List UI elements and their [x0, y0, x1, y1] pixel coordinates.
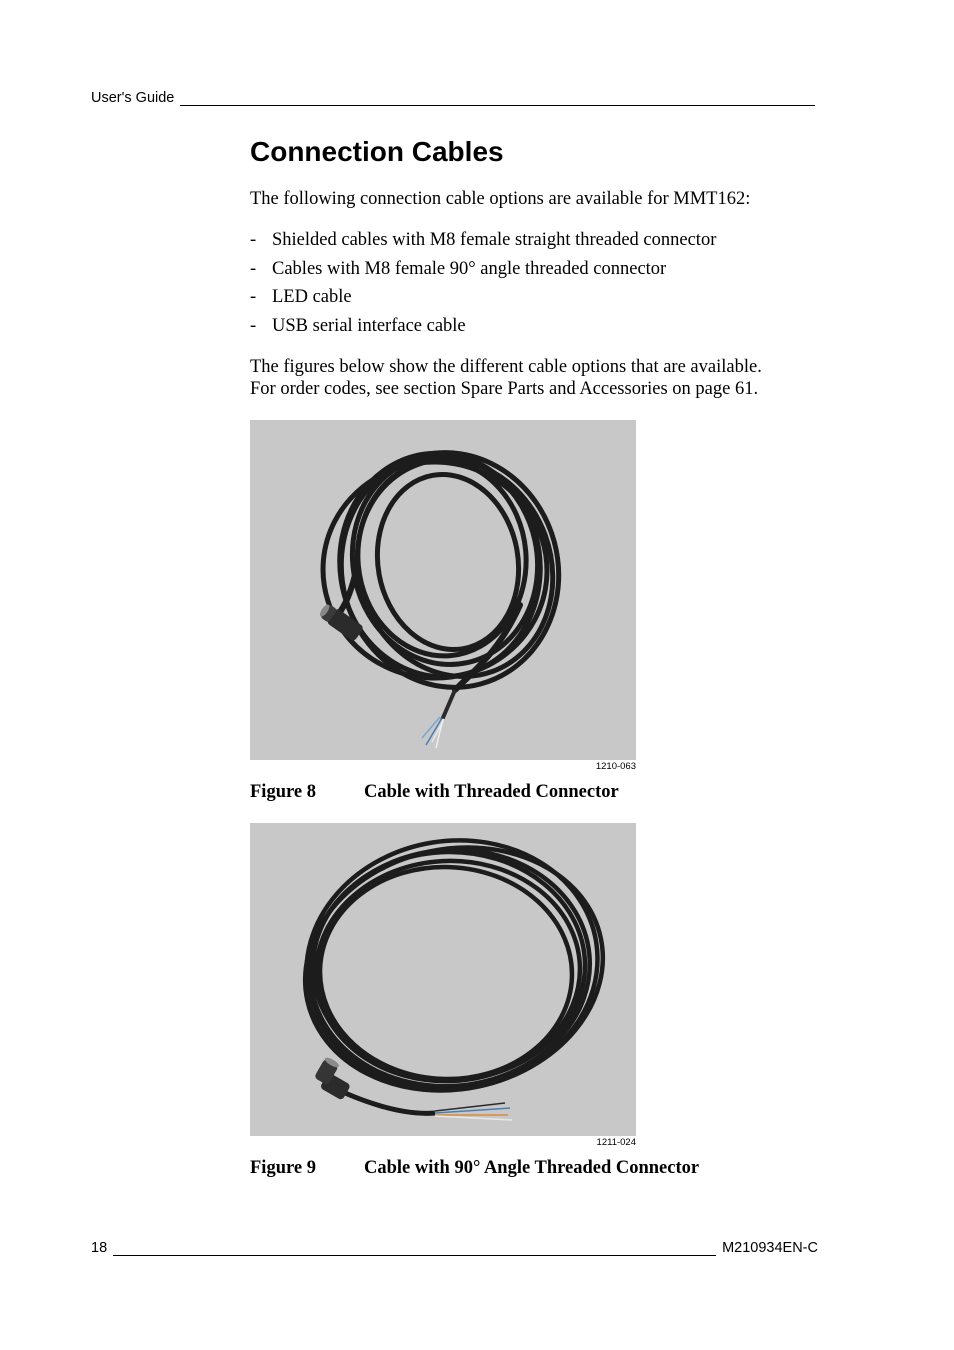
figure-9-photo	[250, 823, 636, 1136]
figures-paragraph	[250, 356, 762, 400]
figure-9-title: Cable with 90° Angle Threaded Connector	[364, 1158, 700, 1178]
list-item: - LED cable	[250, 287, 352, 308]
list-item: - USB serial interface cable	[250, 316, 466, 337]
figure-8-code: 1210-063	[595, 761, 636, 772]
footer-rule	[113, 1241, 716, 1256]
page-footer	[91, 1240, 818, 1256]
coiled-cable-straight-connector-image	[250, 420, 636, 760]
figure-9-number: Figure 9	[250, 1158, 316, 1178]
figures-paragraph-line-1: The figures below show the different cable options that are available.	[250, 357, 762, 377]
header-title: User's Guide	[91, 90, 175, 106]
intro-paragraph: The following connection cable options are available for MMT162:	[250, 189, 751, 209]
cable-options-list	[250, 230, 716, 345]
figures-paragraph-line-2: For order codes, see section Spare Parts and Accessories on page 61.	[250, 379, 759, 399]
header-rule	[180, 91, 815, 106]
list-item: - Cables with M8 female 90° angle threaded connector	[250, 258, 667, 279]
figure-8-number: Figure 8	[250, 782, 316, 802]
figure-9-code: 1211-024	[596, 1137, 636, 1148]
document-code: M210934EN-C	[722, 1240, 818, 1256]
figure-8-title: Cable with Threaded Connector	[364, 782, 619, 802]
figure-8-photo	[250, 420, 636, 760]
figure-8-caption	[250, 782, 619, 803]
figure-9-caption	[250, 1158, 699, 1179]
page-header	[91, 90, 815, 106]
section-title: Connection Cables	[250, 136, 504, 167]
page-number: 18	[91, 1240, 108, 1256]
list-item: - Shielded cables with M8 female straight threaded connector	[250, 230, 717, 250]
coiled-cable-angle-connector-image	[250, 823, 636, 1136]
